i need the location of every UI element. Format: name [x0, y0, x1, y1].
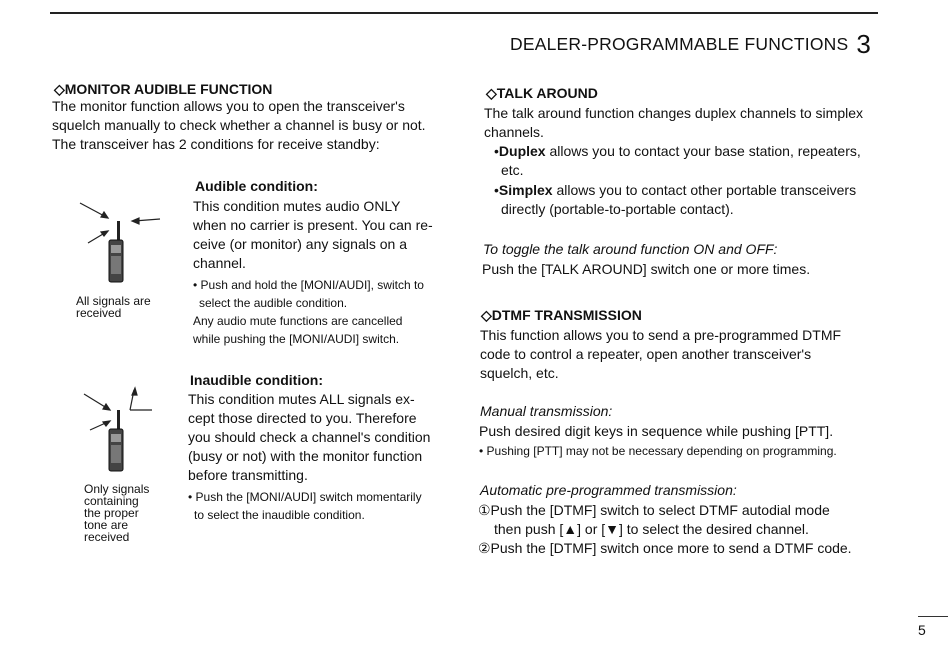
text-line: ceive (or monitor) any signals on a — [193, 236, 407, 252]
note-line: • Push the [MONI/AUDI] switch momentarily — [188, 490, 422, 504]
inaudible-illustration — [80, 388, 170, 478]
inaudible-text — [188, 390, 441, 485]
page-number: 5 — [918, 622, 926, 638]
text-line: The talk around function changes duplex channels to simplex — [484, 105, 864, 121]
text-line: cept those directed to you. Therefore — [188, 410, 417, 426]
text-line: channels. — [484, 124, 544, 140]
auto-heading: Automatic pre-programmed transmission: — [480, 482, 737, 498]
page-number-rule — [918, 616, 948, 617]
inaudible-notes — [188, 488, 443, 524]
dtmf-heading: ◇DTMF TRANSMISSION — [481, 307, 642, 323]
radio-icon — [109, 221, 123, 282]
dtmf-text — [480, 326, 872, 383]
text-line: you should check a channel's condition — [188, 429, 431, 445]
text-line: (busy or not) with the monitor function — [188, 448, 423, 464]
audible-notes — [193, 276, 443, 348]
caption-line: the proper — [84, 506, 139, 520]
section-title: DEALER-PROGRAMMABLE FUNCTIONS — [510, 34, 849, 54]
step-1: ①Push the [DTMF] switch to select DTMF autodial mode — [478, 502, 830, 518]
audible-caption — [76, 295, 151, 319]
bullet-term: Simplex — [498, 182, 553, 198]
text-line: This condition mutes ALL signals ex- — [188, 391, 415, 407]
step-2: ②Push the [DTMF] switch once more to send a DTMF code. — [478, 540, 852, 556]
caption-line: tone are — [84, 518, 129, 532]
talk-around-bullets — [494, 142, 878, 219]
text-line: when no carrier is present. You can re- — [193, 217, 433, 233]
note-line: Any audio mute functions are cancelled — [193, 314, 403, 328]
text-line: This function allows you to send a pre-programmed DTMF — [480, 327, 842, 343]
radio-icon — [109, 410, 123, 471]
page-header — [510, 26, 871, 57]
note-line: • Push and hold the [MONI/AUDI], switch to — [193, 278, 424, 292]
note-line: select the audible condition. — [199, 296, 348, 310]
note-line: to select the inaudible condition. — [194, 508, 365, 522]
caption-line: All signals are — [76, 294, 151, 308]
manual-text: Push desired digit keys in sequence while pushing [PTT]. — [479, 423, 834, 439]
bullet-duplex: •Duplex allows you to contact your base station, repeaters, — [494, 143, 861, 159]
caption-line: containing — [84, 494, 139, 508]
toggle-heading: To toggle the talk around function ON and OFF: — [483, 241, 778, 257]
audible-heading: Audible condition: — [195, 178, 318, 194]
caption-line: Only signals — [84, 482, 150, 496]
inaudible-heading: Inaudible condition: — [190, 372, 323, 388]
text-line: before transmitting. — [188, 467, 308, 483]
intro-line: squelch manually to check whether a channel is busy or not. — [52, 117, 426, 133]
toggle-text: Push the [TALK AROUND] switch one or more times. — [482, 261, 811, 277]
text-line: code to control a repeater, open another transceiver's — [480, 346, 812, 362]
bullet-text: allows you to contact your base station, repeaters, — [545, 143, 861, 159]
intro-line: The transceiver has 2 conditions for receive standby: — [52, 136, 380, 152]
monitor-heading: ◇MONITOR AUDIBLE FUNCTION — [54, 81, 273, 97]
intro-line: The monitor function allows you to open the transceiver's — [52, 98, 405, 114]
bullet-text: directly (portable-to-portable contact). — [501, 201, 734, 217]
chapter-number: 3 — [856, 29, 872, 59]
caption-line: received — [84, 530, 130, 544]
bullet-simplex: •Simplex allows you to contact other portable transceivers — [494, 182, 857, 198]
manual-note: • Pushing [PTT] may not be necessary depending on programming. — [479, 444, 837, 458]
text-line: channel. — [193, 255, 246, 271]
bullet-text: etc. — [501, 162, 524, 178]
audible-illustration — [76, 195, 166, 290]
inaudible-caption — [84, 483, 149, 543]
caption-line: received — [76, 306, 122, 320]
text-line: squelch, etc. — [480, 365, 559, 381]
manual-heading: Manual transmission: — [480, 403, 613, 419]
auto-steps — [478, 501, 873, 558]
monitor-intro — [52, 97, 444, 154]
text-line: This condition mutes audio ONLY — [193, 198, 401, 214]
note-line: while pushing the [MONI/AUDI] switch. — [193, 332, 400, 346]
bullet-term: Duplex — [498, 143, 546, 159]
talk-around-text — [484, 104, 876, 142]
bullet-text: allows you to contact other portable transceivers — [552, 182, 857, 198]
audible-text — [193, 197, 442, 273]
step-1-cont: then push [▲] or [▼] to select the desired channel. — [494, 521, 809, 537]
talk-around-heading: ◇TALK AROUND — [486, 85, 598, 101]
top-rule — [50, 12, 878, 14]
